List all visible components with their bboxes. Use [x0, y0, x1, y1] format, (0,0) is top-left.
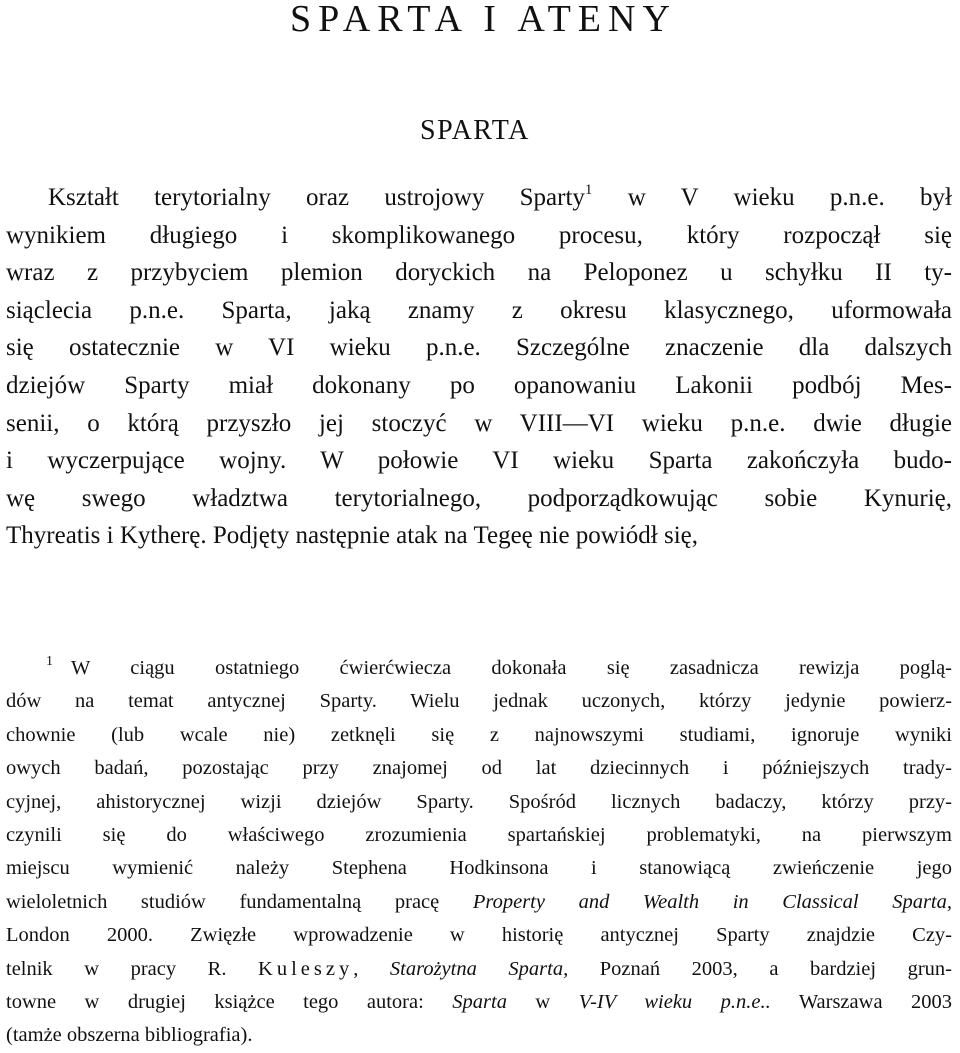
text-segment: towne w drugiej książce tego autora:	[6, 990, 453, 1013]
text-segment: w	[506, 990, 579, 1013]
book-title: Starożytna Sparta,	[389, 957, 569, 980]
text-segment: ,	[353, 957, 390, 980]
text-segment: Kształt terytorialny oraz ustrojowy Sparty	[48, 184, 585, 211]
footnote	[6, 652, 952, 1053]
footnote-line: chownie (lub wcale nie) zetknęli się z najnowszymi studiami, ignoruje wyniki	[6, 723, 952, 746]
text-line: wraz z przybyciem plemion doryckich na Peloponez u schyłku II ty-	[6, 259, 952, 287]
footnote-line	[6, 886, 952, 919]
footnote-line	[6, 652, 952, 685]
footnote-reference[interactable]: 1	[584, 182, 593, 198]
text-segment: Poznań 2003, a bardziej grun-	[568, 957, 952, 980]
text-line: siąclecia p.n.e. Sparta, jaką znamy z okresu klasycznego, uformowała	[6, 296, 952, 324]
text-line: Thyreatis i Kytherę. Podjęty następnie atak na Tegeę nie powiódł się,	[6, 522, 699, 550]
book-title: Property and Wealth in Classical Sparta,	[472, 890, 952, 913]
author-name: Kuleszy	[258, 957, 354, 980]
text-segment: w V wieku p.n.e. był	[592, 184, 952, 211]
footnote-line: dów na temat antycznej Sparty. Wielu jednak uczonych, którzy jedynie powierz-	[6, 690, 952, 713]
text-line	[6, 179, 952, 217]
text-line: wynikiem długiego i skomplikowanego procesu, który rozpoczął się	[6, 221, 952, 249]
footnote-line: cyjnej, ahistorycznej wizji dziejów Sparty. Spośród licznych badaczy, którzy przy-	[6, 790, 952, 813]
footnote-line: London 2000. Zwięzłe wprowadzenie w historię antycznej Sparty znajdzie Czy-	[6, 924, 952, 947]
footnote-line	[6, 986, 952, 1019]
text-line: się ostatecznie w VI wieku p.n.e. Szczególne znaczenie dla dalszych	[6, 334, 952, 362]
footnote-line: miejscu wymienić należy Stephena Hodkinsona i stanowiącą zwieńczenie jego	[6, 857, 952, 880]
text-segment: Warszawa 2003	[770, 990, 952, 1013]
text-line: dziejów Sparty miał dokonany po opanowaniu Lakonii podbój Mes-	[6, 371, 952, 399]
text-segment: telnik w pracy R.	[6, 957, 259, 980]
main-text	[6, 179, 952, 555]
footnote-line	[6, 953, 952, 986]
chapter-title: SPARTA I ATENY	[290, 0, 677, 40]
text-segment: W ciągu ostatniego ćwierćwiecza dokonała się zasadnicza rewizja poglą-	[71, 657, 952, 679]
footnote-line: (tamże obszerna bibliografia).	[6, 1024, 253, 1047]
book-title: V-IV wieku p.n.e..	[578, 990, 771, 1013]
footnote-line: owych badań, pozostając przy znajomej od lat dziecinnych i późniejszych trady-	[6, 757, 952, 780]
text-line: i wyczerpujące wojny. W połowie VI wieku Sparta zakończyła budo-	[6, 447, 952, 475]
text-line: wę swego władztwa terytorialnego, podporządkowując sobie Kynurię,	[6, 484, 952, 512]
text-segment: wieloletnich studiów fundamentalną pracę	[6, 890, 473, 913]
footnote-marker: 1	[46, 654, 53, 669]
book-title: Sparta	[452, 990, 507, 1013]
footnote-line: czynili się do właściwego zrozumienia spartańskiej problematyki, na pierwszym	[6, 823, 952, 846]
section-title: SPARTA	[420, 115, 530, 146]
text-line: senii, o którą przyszło jej stoczyć w VIII—VI wieku p.n.e. dwie długie	[6, 409, 952, 437]
